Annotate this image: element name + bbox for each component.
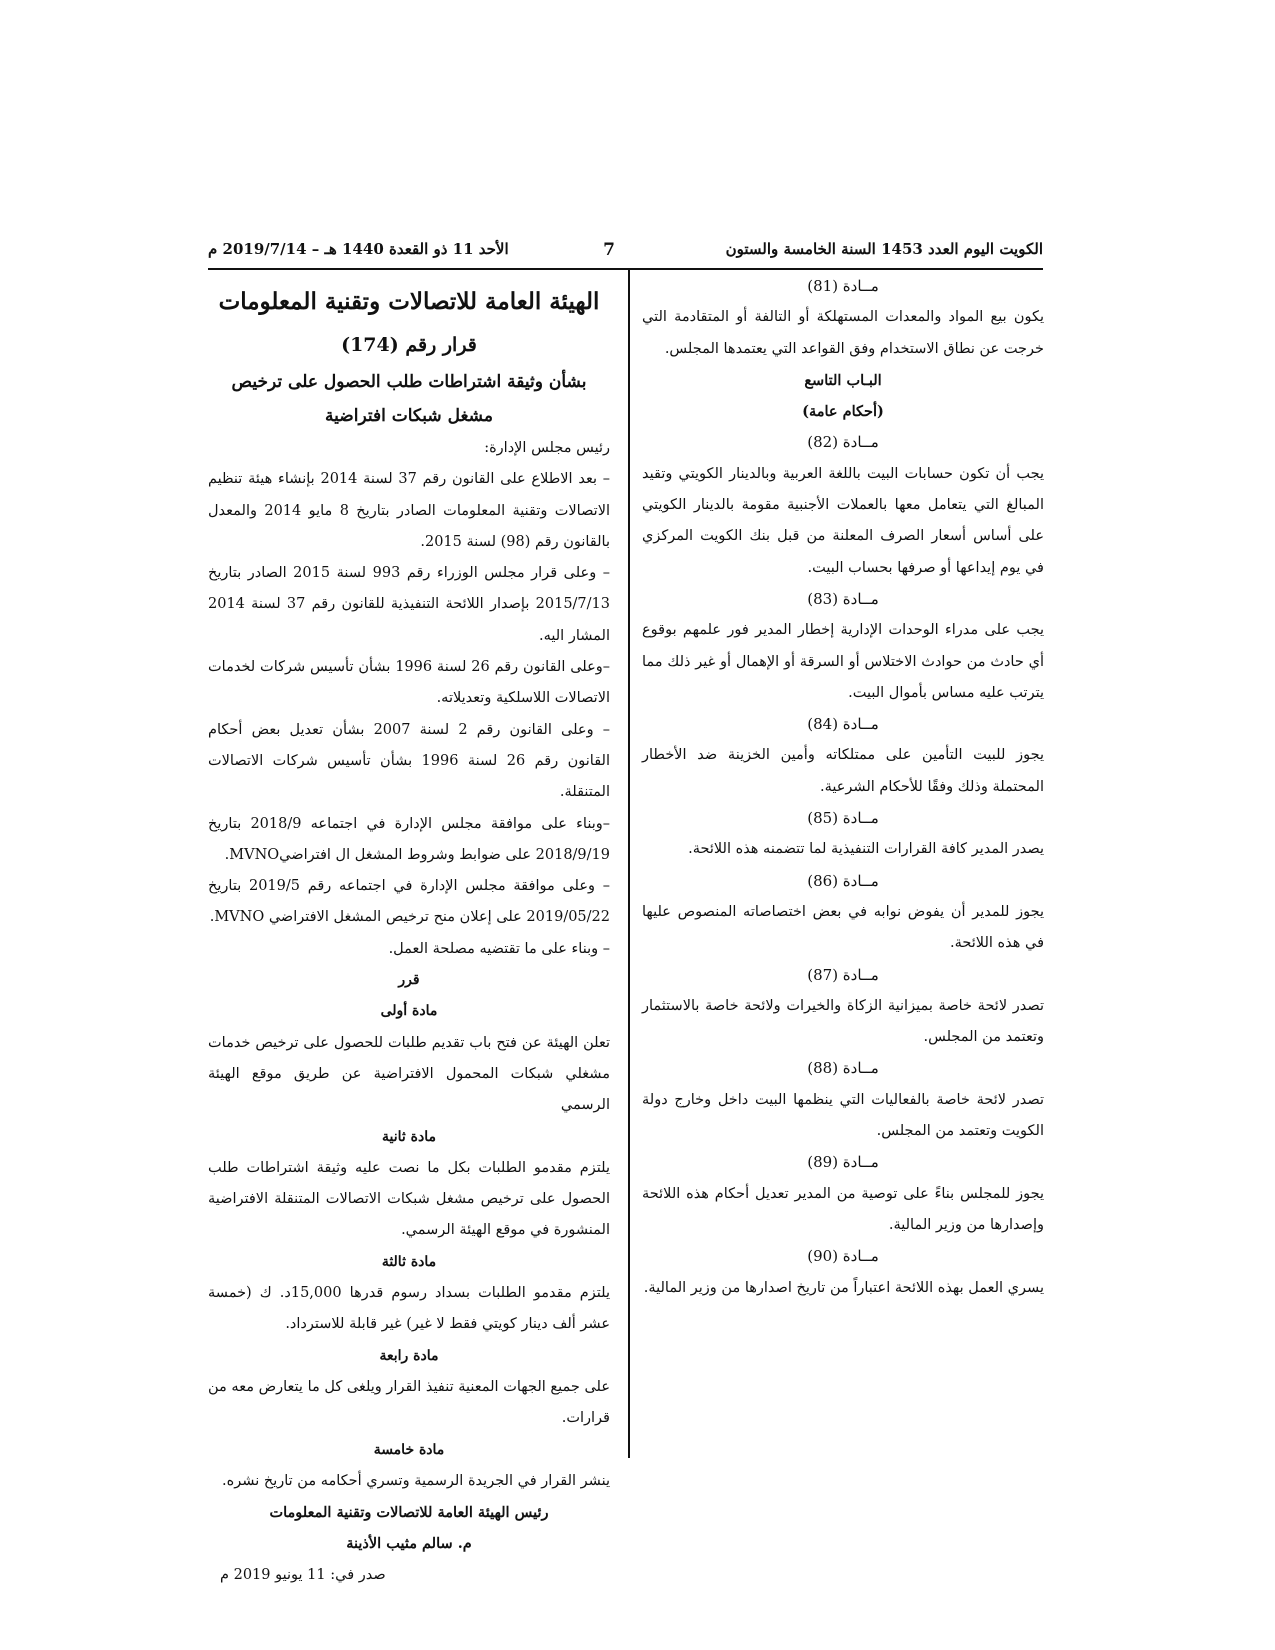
paragraph: يصدر المدير كافة القرارات التنفيذية لما تتضمنه هذه اللائحة. (688, 841, 1044, 858)
clause-heading: مادة ثانية (382, 1128, 436, 1145)
decision-subject: مشغل شبكات افتراضية (325, 406, 493, 426)
decision-number: قرار رقم (174) (341, 334, 477, 356)
paragraph: على جميع الجهات المعنية تنفيذ القرار ويلغى كل ما يتعارض معه من قرارات. (208, 1378, 610, 1427)
paragraph: تصدر لائحة خاصة بميزانية الزكاة والخيرات ولائحة خاصة بالاستثمار وتعتمد من المجلس. (642, 997, 1044, 1046)
clause-heading: مادة رابعة (379, 1347, 439, 1364)
article-heading: مــادة (84) (807, 715, 879, 734)
paragraph: يسري العمل بهذه اللائحة اعتباراً من تاريخ اصدارها من وزير المالية. (643, 1279, 1044, 1296)
article-heading: مــادة (88) (807, 1059, 879, 1078)
article-heading: مــادة (90) (807, 1247, 879, 1266)
paragraph: – وعلى موافقة مجلس الإدارة في اجتماعه رقم 2019/5 بتاريخ 2019/05/22 على إعلان منح ترخيص المشغل الافتراضي MVNO. (208, 878, 610, 926)
article-heading: مــادة (82) (807, 433, 879, 452)
paragraph: يلتزم مقدمو الطلبات بكل ما نصت عليه وثيقة اشتراطات طلب الحصول على ترخيص مشغل شبكات الاتصالات المتنقلة الافتراضية المنشورة في موقع الهيئة الرسمي. (208, 1159, 610, 1239)
paragraph: ينشر القرار في الجريدة الرسمية وتسري أحكامه من تاريخ نشره. (222, 1472, 610, 1489)
decision-subject: بشأن وثيقة اشتراطات طلب الحصول على ترخيص (231, 372, 587, 392)
article-heading: مــادة (81) (807, 277, 879, 295)
paragraph: يكون بيع المواد والمعدات المستهلكة أو التالفة أو المتقادمة التي خرجت عن نطاق الاستخدام وفق القواعد التي يعتمدها المجلس. (642, 309, 1044, 357)
header-page-number: 7 (603, 240, 615, 260)
paragraph: يجوز للبيت التأمين على ممتلكاته وأمين الخزينة ضد الأخطار المحتملة وذلك وفقًا للأحكام الشرعية. (642, 747, 1044, 795)
clause-heading: مادة ثالثة (381, 1253, 437, 1270)
header-date: الأحد 11 ذو القعدة 1440 هـ – 2019/7/14 م (208, 240, 509, 258)
issue-date: صدر في: 11 يونيو 2019 م (220, 1566, 386, 1583)
article-heading: مــادة (87) (807, 965, 879, 984)
column-divider (628, 270, 630, 1458)
paragraph: –وبناء على موافقة مجلس الإدارة في اجتماعه 2018/9 بتاريخ 2018/9/19 على ضوابط وشروط المشغل ال افتراضيMVNO. (208, 815, 611, 863)
paragraph: يجب على مدراء الوحدات الإدارية إخطار المدير فور علمهم بوقوع أي حادث من حوادث الاختلاس أو السرقة أو الإهمال أو غير ذلك مما يترتب عليه مساس بأموال البيت. (642, 622, 1044, 701)
paragraph: – وعلى القانون رقم 2 لسنة 2007 بشأن تعديل بعض أحكام القانون رقم 26 لسنة 1996 بشأن تأسيس شركات الاتصالات المتنقلة. (208, 721, 610, 801)
clause-heading: قرر (398, 972, 420, 989)
paragraph: – وعلى قرار مجلس الوزراء رقم 993 لسنة 2015 الصادر بتاريخ 2015/7/13 بإصدار اللائحة التنفيذية للقانون رقم 37 لسنة 2014 المشار اليه. (208, 565, 610, 644)
paragraph: يجب أن تكون حسابات البيت باللغة العربية وبالدينار الكويتي وتقيد المبالغ التي يتعامل معها بالعملات الأجنبية مقومة بالدينار الكويتي على أساس أسعار الصرف المعلنة من قبل بنك الكويت المركزي في يوم إيداعها أو صرفها بحساب البيت. (642, 465, 1044, 576)
paragraph: يجوز للمجلس بناءً على توصية من المدير تعديل أحكام هذه اللائحة وإصدارها من وزير المالية. (642, 1185, 1044, 1233)
paragraph: رئيس مجلس الإدارة: (484, 440, 610, 456)
paragraph: – بعد الاطلاع على القانون رقم 37 لسنة 2014 بإنشاء هيئة تنظيم الاتصالات وتقنية المعلومات الصادر بتاريخ 8 مايو 2014 والمعدل بالقانون رقم (98) لسنة 2015. (208, 471, 610, 550)
paragraph: – وبناء على ما تقتضيه مصلحة العمل. (388, 940, 610, 957)
signature-line: م. سالم مثيب الأذينة (346, 1535, 472, 1553)
paragraph: تصدر لائحة خاصة بالفعاليات التي ينظمها البيت داخل وخارج دولة الكويت وتعتمد من المجلس. (642, 1091, 1044, 1140)
paragraph: يجوز للمدير أن يفوض نوابه في بعض اختصاصاته المنصوص عليها في هذه اللائحة. (642, 903, 1044, 952)
page-header (208, 240, 1043, 266)
paragraph: تعلن الهيئة عن فتح باب تقديم طلبات للحصول على ترخيص خدمات مشغلي شبكات المحمول الافتراضية عن طريق موقع الهيئة الرسمي (208, 1034, 610, 1114)
left-column (208, 279, 610, 1591)
clause-heading: مادة أولى (380, 1003, 438, 1020)
signature-line: رئيس الهيئة العامة للاتصالات وتقنية المعلومات (269, 1504, 549, 1522)
clause-heading: مادة خامسة (373, 1441, 445, 1458)
header-rule (208, 268, 1043, 270)
article-heading: مــادة (86) (807, 871, 879, 890)
article-heading: مــادة (83) (807, 589, 879, 608)
authority-title: الهيئة العامة للاتصالات وتقنية المعلومات (218, 288, 600, 315)
article-heading: مــادة (85) (807, 809, 879, 828)
right-column (642, 271, 1044, 1304)
article-heading: مــادة (89) (807, 1153, 879, 1172)
header-publication-info: الكويت اليوم العدد 1453 السنة الخامسة والستون (725, 240, 1043, 258)
section-heading: البـاب التاسع (804, 371, 882, 389)
paragraph: يلتزم مقدمو الطلبات بسداد رسوم قدرها 15,000د. ك (خمسة عشر ألف دينار كويتي فقط لا غير) غير قابلة للاسترداد. (208, 1285, 611, 1333)
paragraph: –وعلى القانون رقم 26 لسنة 1996 بشأن تأسيس شركات لخدمات الاتصالات اللاسلكية وتعديلاته. (208, 659, 610, 707)
section-heading: (أحكام عامة) (802, 403, 884, 421)
